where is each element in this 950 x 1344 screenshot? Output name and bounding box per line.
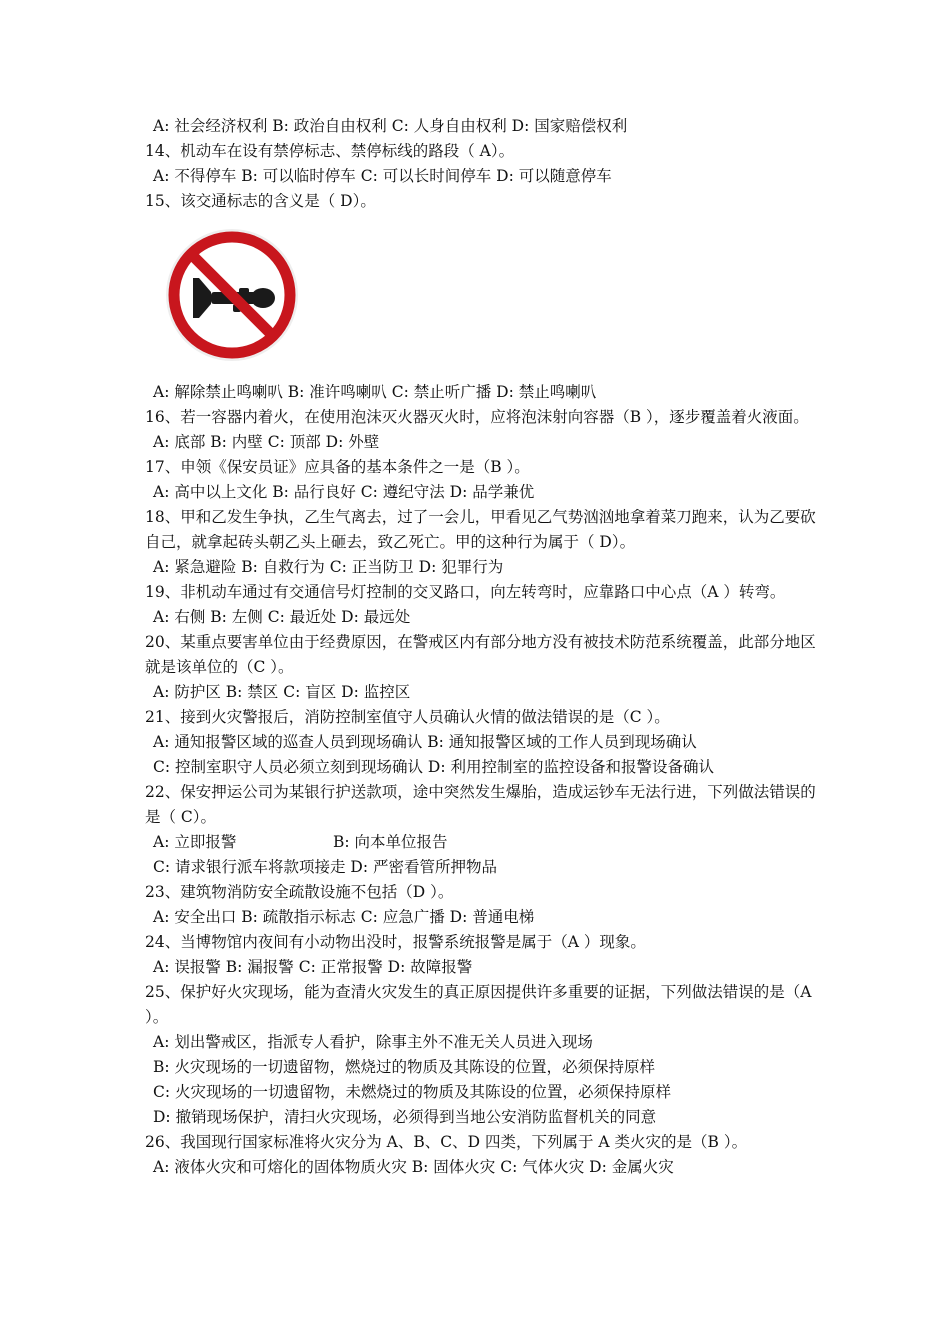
- question-23: 23、建筑物消防安全疏散设施不包括（D ）。: [145, 883, 454, 901]
- answer-options: A: 底部 B: 内壁 C: 顶部 D: 外壁: [153, 433, 380, 451]
- answer-options: D: 撤销现场保护，清扫火灾现场，必须得到当地公安消防监督机关的同意: [153, 1108, 657, 1126]
- no-honking-sign-icon: [163, 226, 301, 364]
- question-17: 17、申领《保安员证》应具备的基本条件之一是（B ）。: [145, 458, 530, 476]
- question-16: 16、若一容器内着火，在使用泡沫灭火器灭火时，应将泡沫射向容器（B ），逐步覆盖着火液面。: [145, 408, 809, 426]
- answer-options: A: 右侧 B: 左侧 C: 最近处 D: 最远处: [153, 608, 411, 626]
- answer-options: A: 液体火灾和可熔化的固体物质火灾 B: 固体火灾 C: 气体火灾 D: 金属火灾: [153, 1158, 674, 1176]
- answer-options: A: 误报警 B: 漏报警 C: 正常报警 D: 故障报警: [153, 958, 473, 976]
- question-18: 18、甲和乙发生争执，乙生气离去，过了一会儿，甲看见乙气势汹汹地拿着菜刀跑来，认为乙要砍自己，就拿起砖头朝乙头上砸去，致乙死亡。甲的这种行为属于（ D）。: [145, 508, 816, 551]
- answer-options: A: 防护区 B: 禁区 C: 盲区 D: 监控区: [153, 683, 411, 701]
- question-24: 24、当博物馆内夜间有小动物出没时，报警系统报警是属于（A ）现象。: [145, 933, 646, 951]
- answer-options: C: 控制室职守人员必须立刻到现场确认 D: 利用控制室的监控设备和报警设备确认: [153, 758, 715, 776]
- answer-options: A: 紧急避险 B: 自救行为 C: 正当防卫 D: 犯罪行为: [153, 558, 504, 576]
- answer-options: A: 高中以上文化 B: 品行良好 C: 遵纪守法 D: 品学兼优: [153, 483, 535, 501]
- option-a: A: 立即报警: [153, 833, 237, 851]
- answer-options: B: 火灾现场的一切遗留物，燃烧过的物质及其陈设的位置，必须保持原样: [153, 1058, 656, 1076]
- sign-figure: [145, 214, 825, 380]
- document-content: [145, 114, 825, 1180]
- option-b: B: 向本单位报告: [333, 833, 448, 851]
- answer-options: C: 火灾现场的一切遗留物，未燃烧过的物质及其陈设的位置，必须保持原样: [153, 1083, 672, 1101]
- question-26: 26、我国现行国家标准将火灾分为 A、B、C、D 四类，下列属于 A 类火灾的是（B ）。: [145, 1133, 748, 1151]
- question-20: 20、某重点要害单位由于经费原因，在警戒区内有部分地方没有被技术防范系统覆盖，此部分地区就是该单位的（C ）。: [145, 633, 816, 676]
- question-21: 21、接到火灾警报后，消防控制室值守人员确认火情的做法错误的是（C ）。: [145, 708, 670, 726]
- answer-options: A: 安全出口 B: 疏散指示标志 C: 应急广播 D: 普通电梯: [153, 908, 535, 926]
- answer-options: A: 不得停车 B: 可以临时停车 C: 可以长时间停车 D: 可以随意停车: [153, 167, 612, 185]
- answer-options: A: 解除禁止鸣喇叭 B: 准许鸣喇叭 C: 禁止听广播 D: 禁止鸣喇叭: [153, 383, 597, 401]
- answer-options: A: 划出警戒区，指派专人看护，除事主外不准无关人员进入现场: [153, 1033, 593, 1051]
- answer-options: [145, 830, 825, 855]
- answer-options: C: 请求银行派车将款项接走 D: 严密看管所押物品: [153, 858, 498, 876]
- question-19: 19、非机动车通过有交通信号灯控制的交叉路口，向左转弯时，应靠路口中心点（A ）转弯。: [145, 583, 786, 601]
- answer-options: A: 通知报警区域的巡查人员到现场确认 B: 通知报警区域的工作人员到现场确认: [153, 733, 697, 751]
- answer-options: A: 社会经济权利 B: 政治自由权利 C: 人身自由权利 D: 国家赔偿权利: [153, 117, 628, 135]
- question-14: 14、机动车在设有禁停标志、禁停标线的路段（ A）。: [145, 142, 515, 160]
- question-22: 22、保安押运公司为某银行护送款项，途中突然发生爆胎，造成运钞车无法行进，下列做法错误的是（ C）。: [145, 783, 816, 826]
- question-25: 25、保护好火灾现场，能为查清火灾发生的真正原因提供许多重要的证据，下列做法错误的是（A ）。: [145, 983, 812, 1026]
- question-15: 15、该交通标志的含义是（ D）。: [145, 192, 376, 210]
